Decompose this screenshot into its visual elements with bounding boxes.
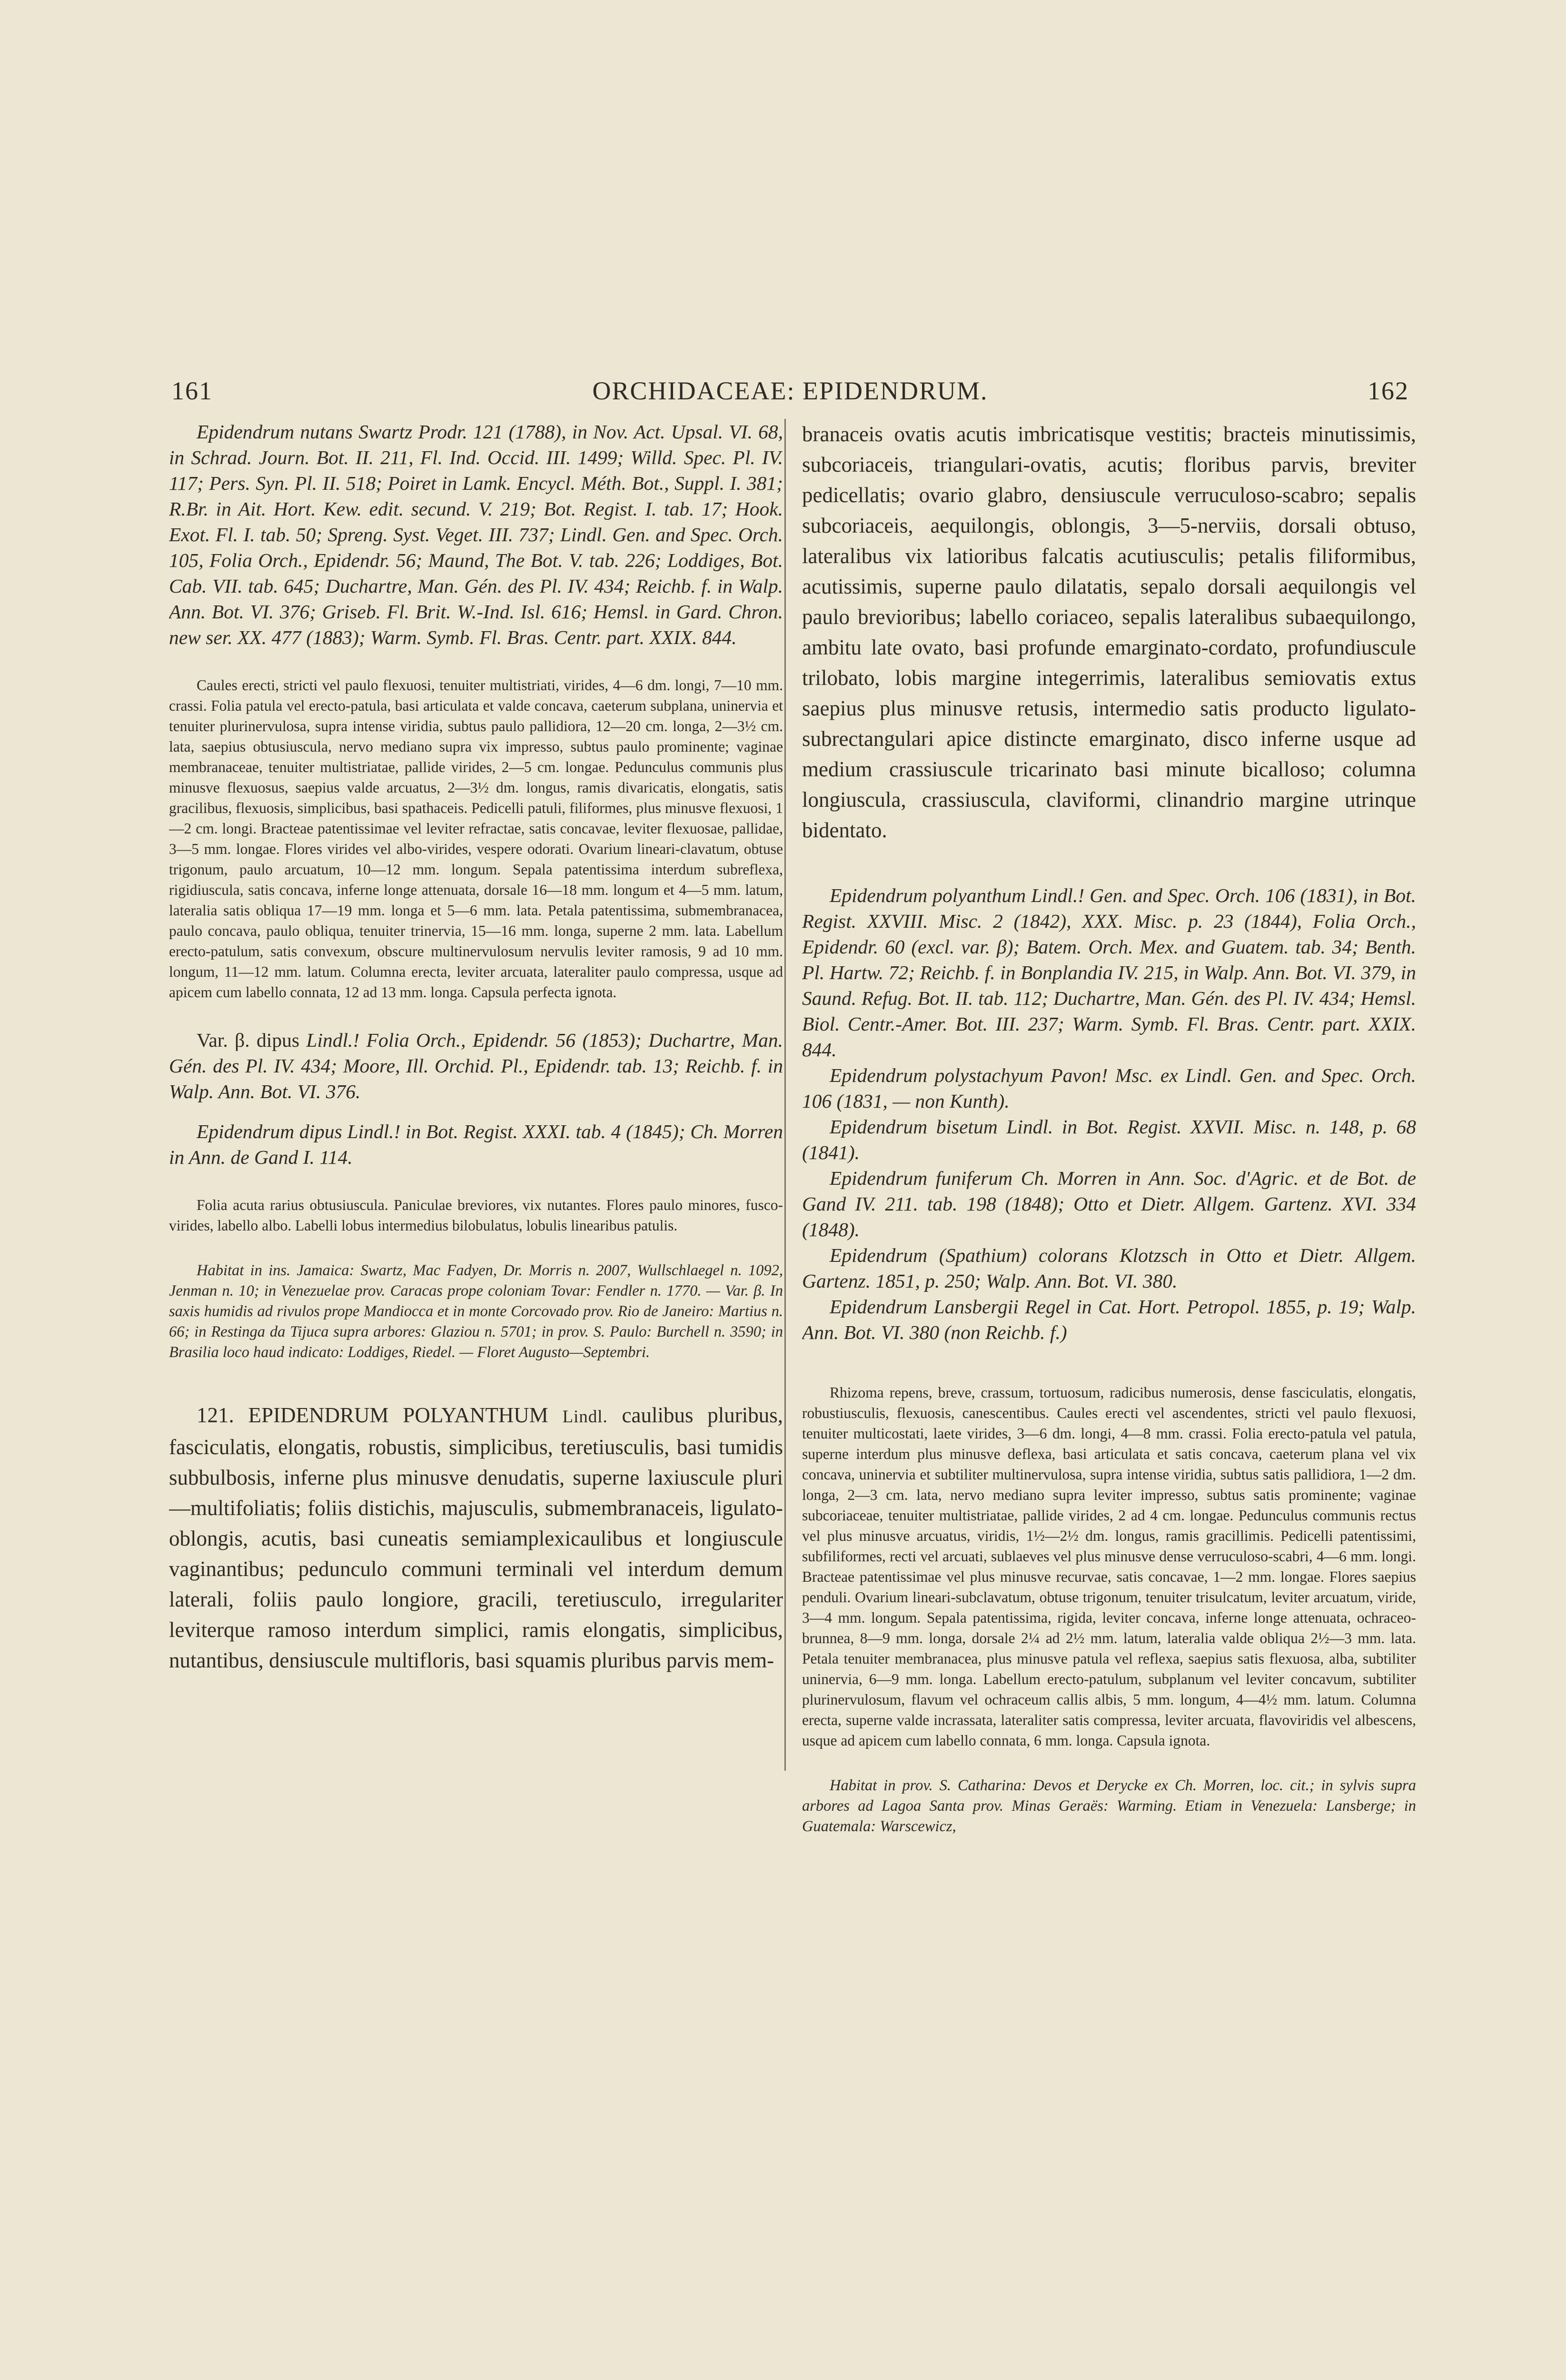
variety-synonym: Epidendrum dipus Lindl.! in Bot. Regist. XXXI. tab. 4 (1845); Ch. Morren in Ann. de Gand I. 114. [169, 1121, 783, 1168]
references-lansbergii: Epidendrum Lansbergii Regel in Cat. Hort. Petropol. 1855, p. 19; Walp. Ann. Bot. VI. 380 (non Reichb. f.) [802, 1296, 1416, 1343]
species-description-right: Rhizoma repens, breve, crassum, tortuosum, radicibus numerosis, dense fasciculatis, elongatis, robustiusculis, flexuosis, canescentibus. Caules erecti vel ascendentes, stricti vel paulo flexuosi, tenuiter multicostati, laete virides, 3—6 dm. longi, 4—8 mm. crassi. Folia erecto-patula vel patula, superne interdum plus minusve deflexa, basi articulata et satis concava, caeterum plana vel vix concava, uninervia et subtiliter multinervulosa, supra intense viridia, subtus satis pallidiora, 1—2 dm. longa, 2—3 cm. lata, nervo mediano supra leviter impresso, subtus satis prominente; vaginae subcoriaceae, tenuiter multistriatae, pallide virides, 2 ad 4 cm. longae. Pedunculus communis rectus vel plus minusve arcuatus, viridis, 1½—2½ dm. longus, ramis gracillimis. Pedicelli patentissimi, subfiliformes, recti vel arcuati, sublaeves vel plus minusve dense verruculoso-scabri, 4—6 mm. longi. Bracteae patentissimae vel plus minusve recurvae, satis concavae, 1—2 mm. longae. Flores saepius penduli. Ovarium lineari-subclavatum, obtuse trigonum, tenuiter trisulcatum, leviter arcuatum, viride, 3—4 mm. longum. Sepala patentissima, rigida, leviter concava, inferne longe attenuata, ochraceo-brunnea, 8—9 mm. longa, dorsale 2¼ ad 2½ mm. latum, lateralia valde obliqua 2½—3 mm. lata. Petala tenuiter membranacea, plus minusve patula vel reflexa, saepius satis flexuosa, alba, subtiliter uninervia, 6—9 mm. longa. Labellum erecto-patulum, subplanum vel leviter concavum, subtiliter plurinervulosum, flavum vel ochraceum callis albis, 5 mm. longum, 4—4½ mm. latum. Columna erecta, superne valde incrassata, lateraliter satis compressa, leviter arcuata, flavoviridis vel albescens, usque ad apicem cum labello connata, 6 mm. longa. Capsula ignota. [802, 1384, 1416, 1749]
entry-121 [169, 1400, 783, 1676]
column-divider [784, 419, 786, 1771]
references-polyanthum: Epidendrum polyanthum Lindl.! Gen. and Spec. Orch. 106 (1831), in Bot. Regist. XXVIII. Misc. 2 (1842), XXX. Misc. p. 23 (1844), Folia Orch., Epidendr. 60 (excl. var. β); Batem. Orch. Mex. and Guatem. tab. 34; Benth. Pl. Hartw. 72; Reichb. f. in Bonplandia IV. 215, in Walp. Ann. Bot. VI. 379, in Saund. Refug. Bot. II. tab. 112; Duchartre, Man. Gén. des Pl. IV. 434; Hemsl. Biol. Centr.-Amer. Bot. III. 237; Warm. Symb. Fl. Bras. Centr. part. XXIX. 844. [802, 884, 1416, 1061]
variety-label: Var. β. dipus [197, 1029, 299, 1051]
variety-entry [169, 1027, 783, 1104]
right-column [802, 419, 1416, 2299]
entry-diagnosis: caulibus pluribus, fasciculatis, elongatis, robustis, simplicibus, teretiusculis, basi tumidis subbulbosis, inferne plus minusve denudatis, superne laxiuscule pluri—multifoliatis; foliis distichis, majusculis, submembranaceis, ligulato-oblongis, acutis, basi cuneatis semiamplexicaulibus et longiuscule vaginantibus; pedunculo communi terminali vel interdum demum laterali, foliis paulo longiore, gracili, teretiusculo, irregulariter leviterque ramoso interdum simplici, ramis elongatis, simplicibus, nutantibus, densiuscule multifloris, basi squamis pluribus parvis mem- [169, 1403, 783, 1672]
running-header [171, 376, 1409, 409]
habitat-note: Habitat in ins. Jamaica: Swartz, Mac Fadyen, Dr. Morris n. 2007, Wullschlaegel n. 1092, Jenman n. 10; in Venezuelae prov. Caracas prope coloniam Tovar: Fendler n. 1770. — Var. β. In saxis humidis ad rivulos prope Mandiocca et in monte Corcovado prov. Rio de Janeiro: Martius n. 66; in Restinga da Tijuca supra arbores: Glaziou n. 5701; in prov. S. Paulo: Burchell n. 3590; in Brasilia loco haud indicato: Loddiges, Riedel. — Floret Augusto—Septembri. [169, 1262, 783, 1361]
variety-references: Lindl.! Folia Orch., Epidendr. 56 (1853); Duchartre, Man. Gén. des Pl. IV. 434; Moore, Ill. Orchid. Pl., Epidendr. tab. 13; Reichb. f. in Walp. Ann. Bot. VI. 376. [169, 1029, 783, 1102]
references-funiferum: Epidendrum funiferum Ch. Morren in Ann. Soc. d'Agric. et de Bot. de Gand IV. 211. tab. 198 (1848); Otto et Dietr. Allgem. Gartenz. XVI. 334 (1848). [802, 1167, 1416, 1240]
diagnosis-continued: branaceis ovatis acutis imbricatisque vestitis; bracteis minutissimis, subcoriaceis, triangulari-ovatis, acutis; floribus parvis, breviter pedicellatis; ovario glabro, densiuscule verruculoso-scabro; sepalis subcoriaceis, aequilongis, oblongis, 3—5-nerviis, dorsali obtuso, lateralibus vix latioribus falcatis acutiusculis; petalis filiformibus, acutissimis, superne paulo dilatatis, sepalo dorsali aequilongis vel paulo brevioribus; labello coriaceo, sepalis lateralibus subaequilongo, ambitu late ovato, basi profunde emarginato-cordato, profundiuscule trilobato, lobis margine integerrimis, lateralibus semiovatis extus saepius plus minusve retusis, intermedio satis producto ligulato-subrectangulari apice distincte emarginato, disco inferne usque ad medium crassiuscule tricarinato basi minute bicalloso; columna longiuscula, crassiuscula, claviformi, clinandrio margine utrinque bidentato. [802, 422, 1416, 842]
references-colorans: Epidendrum (Spathium) colorans Klotzsch in Otto et Dietr. Allgem. Gartenz. 1851, p. 250; Walp. Ann. Bot. VI. 380. [802, 1244, 1416, 1292]
page-number-left: 161 [171, 377, 213, 405]
entry-species-name: EPIDENDRUM POLYANTHUM [248, 1403, 548, 1427]
variety-description: Folia acuta rarius obtusiuscula. Paniculae breviores, vix nutantes. Flores paulo minores, fusco-virides, labello albo. Labelli lobus intermedius bilobulatus, lobulis linearibus patulis. [169, 1197, 783, 1234]
entry-author: Lindl. [562, 1407, 608, 1426]
species-description: Caules erecti, stricti vel paulo flexuosi, tenuiter multistriati, virides, 4—6 dm. longi, 7—10 mm. crassi. Folia patula vel erecto-patula, basi articulata et valde concava, caeterum subplana, uninervia et tenuiter plurinervulosa, supra intense viridia, subtus paulo pallidiora, 12—20 cm. longa, 2—3½ cm. lata, saepius obtusiuscula, nervo mediano supra vix impresso, subtus paulo prominente; vaginae membranaceae, tenuiter multistriatae, pallide virides, 2—5 cm. longae. Pedunculus communis plus minusve flexuosus, saepius valde arcuatus, 2—3½ dm. longus, ramis divaricatis, elongatis, satis gracilibus, flexuosis, simplicibus, basi spathaceis. Pedicelli patuli, filiformes, plus minusve flexuosi, 1—2 cm. longi. Bracteae patentissimae vel leviter refractae, satis concavae, leviter flexuosae, pallidae, 3—5 mm. longae. Flores virides vel albo-virides, vespere odorati. Ovarium lineari-clavatum, obtuse trigonum, paulo arcuatum, 10—12 mm. longum. Sepala patentissima interdum subreflexa, rigidiuscula, satis concava, inferne longe attenuata, dorsale 16—18 mm. longum et 4—5 mm. latum, lateralia satis obliqua 17—19 mm. longa et 5—6 mm. lata. Petala patentissima, submembranacea, paulo concava, paulo obliqua, tenuiter trinervia, 15—16 mm. longa, superne 2 mm. lata. Labellum erecto-patulum, satis convexum, obscure multinervulosum nervulis leviter ramosis, 9 ad 10 mm. longum, 11—12 mm. latum. Columna erecta, leviter arcuata, lateraliter paulo compressa, usque ad apicem cum labello connata, 12 ad 13 mm. longa. Capsula perfecta ignota. [169, 677, 783, 1001]
left-column [169, 419, 783, 2299]
running-title: ORCHIDACEAE: EPIDENDRUM. [592, 377, 988, 405]
page-number-right: 162 [1368, 377, 1409, 405]
synonymy-references: Epidendrum nutans Swartz Prodr. 121 (1788), in Nov. Act. Upsal. VI. 68, in Schrad. Journ. Bot. II. 211, Fl. Ind. Occid. III. 1499; Willd. Spec. Pl. IV. 117; Pers. Syn. Pl. II. 518; Poiret in Lamk. Encycl. Méth. Bot., Suppl. I. 381; R.Br. in Ait. Hort. Kew. edit. secund. V. 219; Bot. Regist. I. tab. 17; Hook. Exot. Fl. I. tab. 50; Spreng. Syst. Veget. III. 737; Lindl. Gen. and Spec. Orch. 105, Folia Orch., Epidendr. 56; Maund, The Bot. V. tab. 226; Loddiges, Bot. Cab. VII. tab. 645; Duchartre, Man. Gén. des Pl. IV. 434; Reichb. f. in Walp. Ann. Bot. VI. 376; Griseb. Fl. Brit. W.-Ind. Isl. 616; Hemsl. in Gard. Chron. new ser. XX. 477 (1883); Warm. Symb. Fl. Bras. Centr. part. XXIX. 844. [169, 421, 783, 648]
references-polystachyum: Epidendrum polystachyum Pavon! Msc. ex Lindl. Gen. and Spec. Orch. 106 (1831, — non Kunth). [802, 1064, 1416, 1112]
entry-number: 121. [197, 1403, 234, 1427]
references-bisetum: Epidendrum bisetum Lindl. in Bot. Regist. XXVII. Misc. n. 148, p. 68 (1841). [802, 1116, 1416, 1163]
habitat-note-right: Habitat in prov. S. Catharina: Devos et Derycke ex Ch. Morren, loc. cit.; in sylvis supra arbores ad Lagoa Santa prov. Minas Geraës: Warming. Etiam in Venezuela: Lansberge; in Guatemala: Warscewicz, [802, 1777, 1416, 1835]
